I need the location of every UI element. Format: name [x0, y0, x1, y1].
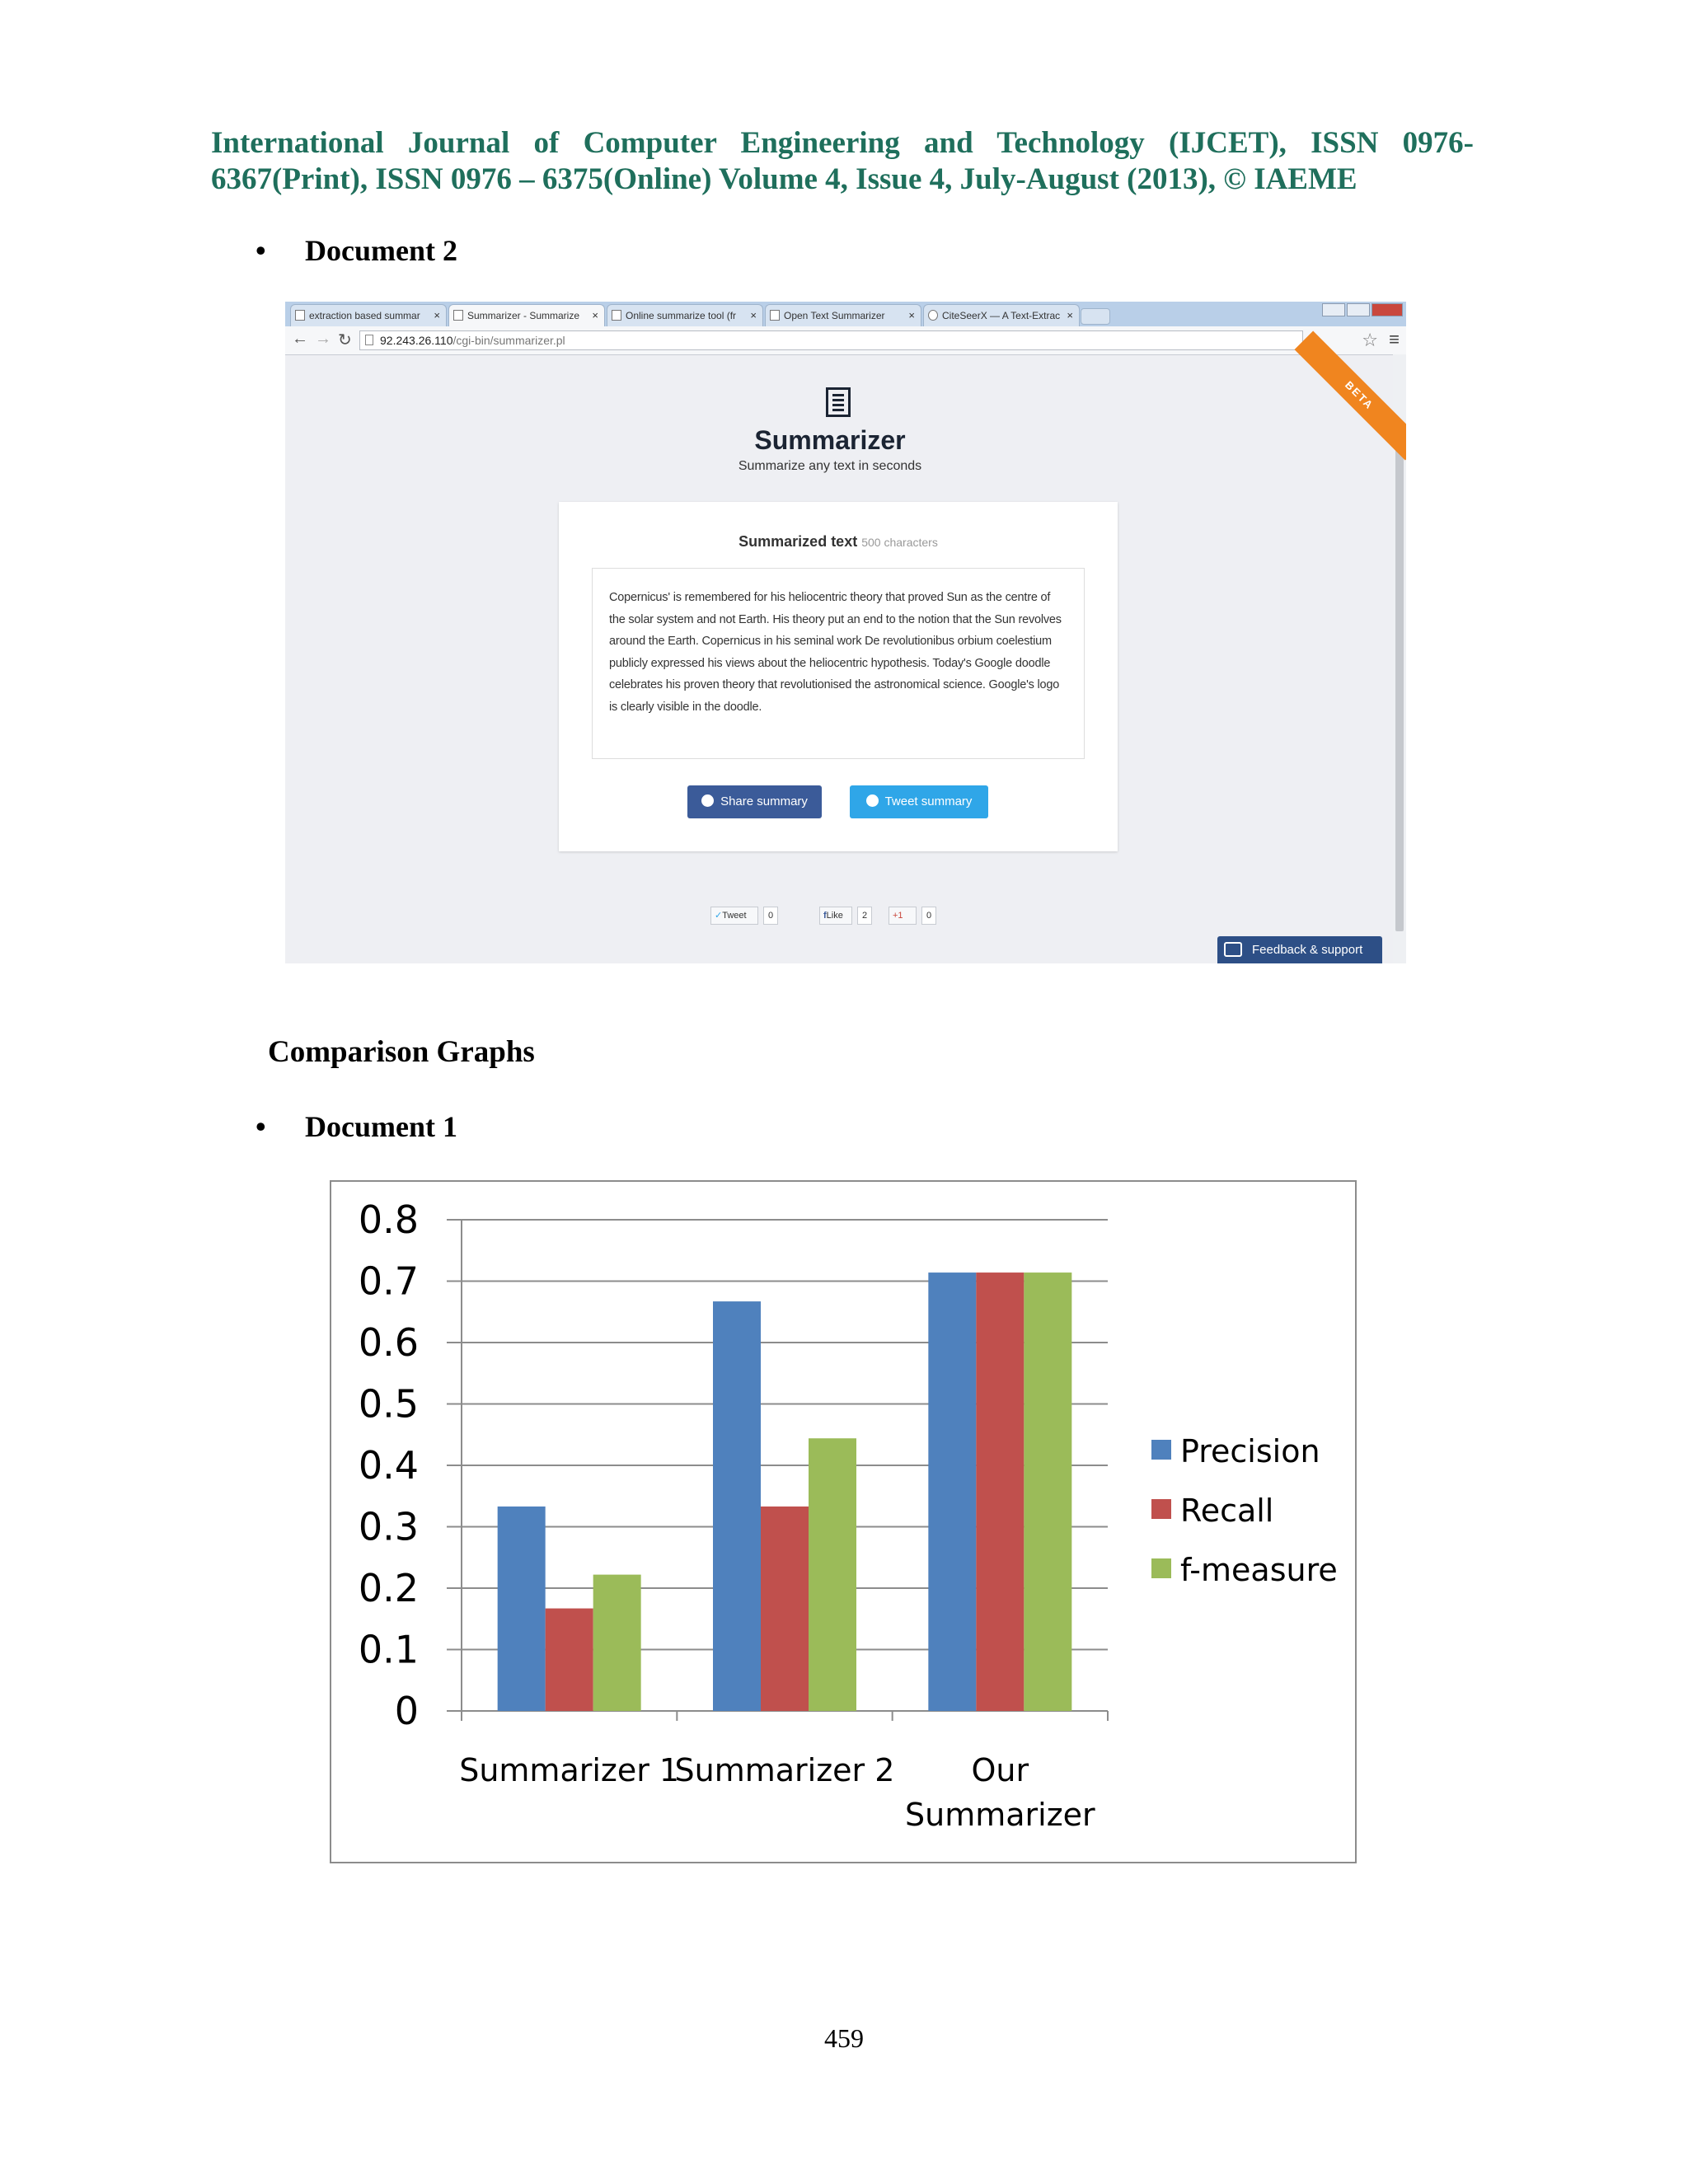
bar-precision	[928, 1272, 976, 1711]
minimize-button[interactable]	[1322, 303, 1345, 316]
back-arrow-icon[interactable]: ←	[292, 330, 308, 348]
browser-tab[interactable]	[765, 304, 921, 326]
bullet-document-2	[256, 233, 457, 268]
tab-bar	[285, 302, 1406, 326]
google-icon	[295, 310, 305, 321]
summary-text: Copernicus' is remembered for his heliocentric theory that proved Sun as the centre of the solar system and not Earth. His theory put an end to the notion that the Sun revolves around the Earth. Copernicus in his seminal work De revolutionibus orbium coelestium publicly expressed his views about the heliocentric hypothesis. Today's Google doodle celebrates his proven theory that revolutionised the astronomical science. Google's logo is clearly visible in the doodle.	[592, 568, 1085, 759]
browser-tab[interactable]	[290, 304, 447, 326]
close-icon[interactable]: ×	[1067, 309, 1073, 321]
card-title-text: Summarized text	[738, 533, 858, 550]
close-icon[interactable]: ×	[750, 309, 757, 321]
bar-precision	[498, 1507, 546, 1711]
legend-swatch	[1151, 1558, 1171, 1578]
scrollbar-thumb[interactable]	[1395, 429, 1404, 931]
like-widget[interactable]	[819, 907, 852, 925]
share-summary-label: Share summary	[720, 794, 808, 808]
chart-svg	[331, 1182, 1355, 1862]
megaphone-icon	[1224, 942, 1242, 957]
maximize-button[interactable]	[1347, 303, 1370, 316]
section-title: Comparison Graphs	[268, 1035, 535, 1069]
journal-header-line1: International Journal of Computer Engineering and Technology (IJCET), ISSN 0976-	[211, 126, 1474, 160]
document-icon	[826, 387, 851, 417]
url-path: /cgi-bin/summarizer.pl	[452, 334, 565, 347]
bar-f-measure	[1024, 1272, 1071, 1711]
plusone-label: +1	[893, 911, 903, 921]
tab-label: Open Text Summarizer	[784, 310, 885, 321]
bar-precision	[713, 1301, 761, 1711]
summary-card	[559, 502, 1118, 851]
bullet-icon: •	[256, 234, 266, 267]
reload-icon[interactable]: ↻	[338, 331, 352, 349]
tab-label: Online summarize tool (fr	[626, 310, 737, 321]
star-icon[interactable]: ☆	[1362, 330, 1378, 350]
journal-header-line2: 6367(Print), ISSN 0976 – 6375(Online) Volume 4, Issue 4, July-August (2013), © IAEME	[211, 162, 1357, 196]
url-host: 92.243.26.110	[380, 334, 453, 347]
url-input[interactable]	[359, 330, 1303, 350]
plusone-widget[interactable]	[889, 907, 917, 925]
facebook-icon: f	[823, 911, 827, 921]
window-controls	[1320, 303, 1403, 318]
comparison-chart	[330, 1180, 1357, 1863]
card-title	[559, 533, 1118, 551]
tab-label: extraction based summar	[309, 310, 420, 321]
like-count: 2	[857, 907, 872, 925]
y-tick-label: 0.6	[358, 1320, 419, 1365]
tweet-summary-label: Tweet summary	[884, 794, 973, 808]
page-icon	[770, 310, 780, 321]
x-tick-label: Summarizer 2	[674, 1752, 895, 1788]
bullet-icon: •	[256, 1110, 266, 1143]
bullet-document-1	[256, 1109, 457, 1144]
bar-recall	[976, 1272, 1024, 1711]
browser-tab[interactable]	[607, 304, 763, 326]
legend-swatch	[1151, 1440, 1171, 1460]
x-tick-label: Our	[971, 1752, 1029, 1788]
citeseer-icon	[928, 310, 938, 321]
legend-swatch	[1151, 1499, 1171, 1519]
forward-arrow-icon[interactable]: →	[315, 330, 331, 348]
browser-screenshot	[285, 302, 1406, 963]
tab-label: CiteSeerX — A Text-Extrac	[942, 310, 1061, 321]
share-summary-button[interactable]	[687, 785, 822, 818]
browser-tab[interactable]	[923, 304, 1080, 326]
like-label: Like	[826, 911, 843, 921]
y-tick-label: 0.2	[358, 1566, 419, 1610]
y-tick-label: 0	[394, 1689, 419, 1733]
close-icon[interactable]: ×	[592, 309, 598, 321]
page-icon	[365, 335, 373, 345]
twitter-icon: ✓	[715, 911, 723, 921]
journal-header	[211, 125, 1474, 198]
page-icon	[612, 310, 621, 321]
feedback-label: Feedback & support	[1252, 943, 1363, 957]
bullet-label: Document 2	[305, 234, 457, 267]
legend-label: Precision	[1180, 1433, 1320, 1469]
brand-tagline: Summarize any text in seconds	[738, 459, 922, 473]
page-number: 459	[824, 2023, 864, 2053]
window-close-button[interactable]	[1372, 303, 1403, 316]
tweet-count: 0	[763, 907, 778, 925]
close-icon[interactable]: ×	[434, 309, 440, 321]
bar-f-measure	[593, 1575, 641, 1711]
feedback-button[interactable]	[1217, 936, 1382, 963]
y-tick-label: 0.5	[358, 1381, 419, 1427]
legend-label: f-measure	[1180, 1552, 1338, 1588]
address-bar	[285, 326, 1406, 355]
x-tick-label: Summarizer	[905, 1797, 1095, 1833]
plusone-count: 0	[921, 907, 936, 925]
facebook-icon	[701, 794, 714, 807]
brand-title: Summarizer	[754, 425, 906, 455]
tweet-label: Tweet	[722, 911, 747, 921]
y-tick-label: 0.7	[358, 1258, 419, 1304]
new-tab-button[interactable]	[1081, 308, 1110, 325]
y-tick-label: 0.3	[358, 1504, 419, 1549]
bullet-label: Document 1	[305, 1110, 457, 1143]
twitter-icon	[866, 794, 879, 807]
bar-recall	[546, 1609, 593, 1711]
y-tick-label: 0.1	[358, 1627, 419, 1672]
bar-recall	[761, 1507, 809, 1711]
y-tick-label: 0.8	[358, 1197, 419, 1242]
tab-label: Summarizer - Summarize	[467, 310, 580, 321]
x-tick-label: Summarizer 1	[459, 1752, 680, 1788]
document-icon	[453, 310, 463, 321]
tweet-widget[interactable]	[710, 907, 758, 925]
y-tick-label: 0.4	[358, 1443, 419, 1488]
beta-ribbon: BETA	[1295, 331, 1406, 461]
character-count: 500 characters	[861, 536, 938, 549]
tweet-summary-button[interactable]	[850, 785, 988, 818]
menu-icon[interactable]: ≡	[1389, 329, 1400, 349]
bar-f-measure	[809, 1438, 856, 1711]
close-icon[interactable]: ×	[908, 309, 915, 321]
legend-label: Recall	[1180, 1493, 1274, 1529]
browser-tab-active[interactable]	[448, 304, 605, 326]
